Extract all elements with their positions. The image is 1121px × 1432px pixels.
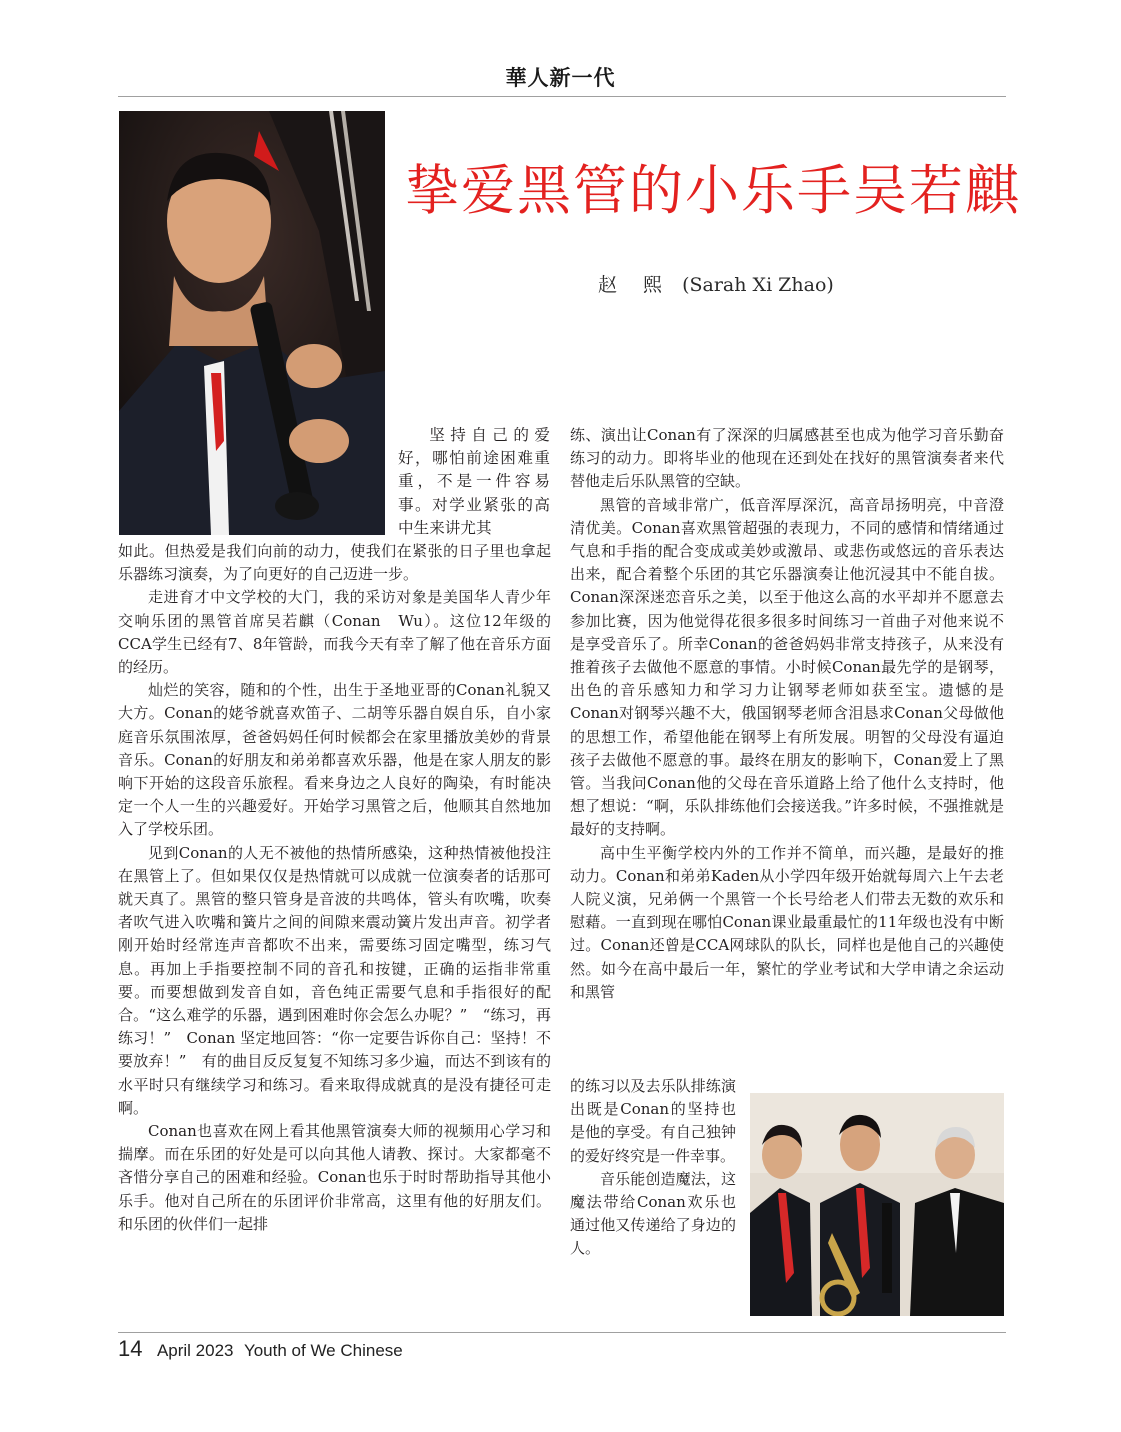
issue-date: April 2023 [156,1341,234,1360]
left-column [118,540,551,1320]
lead-paragraph: 坚持自己的爱好，哪怕前途困难重重，不是一件容易事。对学业紧张的高中生来讲尤其 [398,426,550,537]
left-paragraph-4: 见到Conan的人无不被他的热情所感染，这种热情被他投注在黑管上了。但如果仅仅是热情就可以成就一位演奏者的话那可就天真了。黑管的整只管身是音波的共鸣体，管头有吹嘴，吹奏者吹气进入吹嘴和簧片之间的间隙来震动簧片发出声音。初学者刚开始时经常连声音都吹不出来，需要练习固定嘴型，练习气息。再加上手指要控制不同的音孔和按键，正确的运指非常重要。而要想做到发音自如，音色纯正需要气息和手指很好的配合。“这么难学的乐器，遇到困难时你会怎么办呢？” “练习，再练习！” Conan 坚定地回答：“你一定要告诉你自己：坚持！不要放弃！” 有的曲目反反复复不知练习多少遍，而达不到该有的水平时只有继续学习和练习。看来取得成就真的是没有捷径可走啊。 [118,843,551,1117]
header-divider [118,96,1006,97]
magazine-name: Youth of We Chinese [243,1341,403,1360]
page-footer [118,1336,409,1362]
author-name-en: (Sarah Xi Zhao) [682,274,834,296]
tail-paragraph-2: 音乐能创造魔法，这魔法带给Conan欢乐也通过他又传递给了身边的人。 [570,1169,736,1258]
section-header: 華人新一代 [505,65,616,90]
right-column [570,424,1004,1074]
right-paragraph-1: 练、演出让Conan有了深深的归属感甚至也成为他学习音乐勤奋练习的动力。即将毕业的他现在还到处在找好的黑管演奏者来代替他走后乐队黑管的空缺。 [570,426,1004,491]
byline [598,270,834,297]
left-paragraph-5: Conan也喜欢在网上看其他黑管演奏大师的视频用心学习和揣摩。而在乐团的好处是可以向其他人请教、探讨。大家都毫不吝惜分享自己的困难和经验。Conan也乐于时时帮助指导其他小乐手。他对自己所在的乐团评价非常高，这里有他的好朋友们。和乐团的伙伴们一起排 [118,1122,551,1233]
page-number: 14 [118,1336,143,1361]
right-paragraph-2: 黑管的音域非常广，低音浑厚深沉，高音昂扬明亮，中音澄清优美。Conan喜欢黑管超强的表现力，不同的感情和情绪通过气息和手指的配合变成或美妙或激昂、或悲伤或悠远的音乐表达出来，配合着整个乐团的其它乐器演奏让他沉浸其中不能自拔。Conan深深迷恋音乐之美，以至于他这么高的水平却并不愿意去参加比赛，因为他觉得花很多很多时间练习一首曲子对他来说不是享受音乐了。所幸Conan的爸爸妈妈非常支持孩子，从来没有推着孩子去做他不愿意的事情。小时候Conan最先学的是钢琴，出色的音乐感知力和学习力让钢琴老师如获至宝。遗憾的是Conan对钢琴兴趣不大，俄国钢琴老师含泪恳求Conan父母做他的思想工作，希望他能在钢琴上有所发展。明智的父母没有逼迫孩子去做他不愿意的事。最终在朋友的影响下，Conan爱上了黑管。当我问Conan他的父母在音乐道路上给了他什么支持时，他想了想说：“啊，乐队排练他们会接送我。”许多时候，不强推就是最好的支持啊。 [570,495,1004,839]
left-paragraph-3: 灿烂的笑容，随和的个性，出生于圣地亚哥的Conan礼貌又大方。Conan的姥爷就喜欢笛子、二胡等乐器自娱自乐，自小家庭音乐氛围浓厚，爸爸妈妈任何时候都会在家里播放美妙的背景音乐。Conan的好朋友和弟弟都喜欢乐器，他是在家人朋友的影响下开始的这段音乐旅程。看来身边之人良好的陶染，有时能决定一个人一生的兴趣爱好。开始学习黑管之后，他顺其自然地加入了学校乐团。 [118,681,551,839]
family-photo [750,1093,1004,1316]
left-paragraph-1: 如此。但热爱是我们向前的动力，使我们在紧张的日子里也拿起乐器练习演奏，为了向更好的自己迈进一步。 [118,542,551,584]
footer-divider [118,1332,1006,1333]
conan-clarinet-photo [119,111,385,535]
left-paragraph-2: 走进育才中文学校的大门，我的采访对象是美国华人青少年交响乐团的黑管首席吴若麒（Conan Wu）。这位12年级的CCA学生已经有7、8年管龄，而我今天有幸了解了他在音乐方面的经历。 [118,588,551,677]
article-title: 挚爱黑管的小乐手吴若麒 [405,159,1021,222]
tail-wrap-text [570,1075,736,1320]
author-name-cn: 赵 熙 [598,274,673,296]
right-paragraph-3: 高中生平衡学校内外的工作并不简单，而兴趣，是最好的推动力。Conan和弟弟Kaden从小学四年级开始就每周六上午去老人院义演，兄弟俩一个黑管一个长号给老人们带去无数的欢乐和慰藉。一直到现在哪怕Conan课业最重最忙的11年级也没有中断过。Conan还曾是CCA网球队的队长，同样也是他自己的兴趣使然。如今在高中最后一年，繁忙的学业考试和大学申请之余运动和黑管 [570,843,1004,1001]
tail-paragraph-1: 的练习以及去乐队排练演出既是Conan的坚持也是他的享受。有自己独钟的爱好终究是一件幸事。 [570,1077,736,1165]
lead-wrap-text [398,424,550,540]
